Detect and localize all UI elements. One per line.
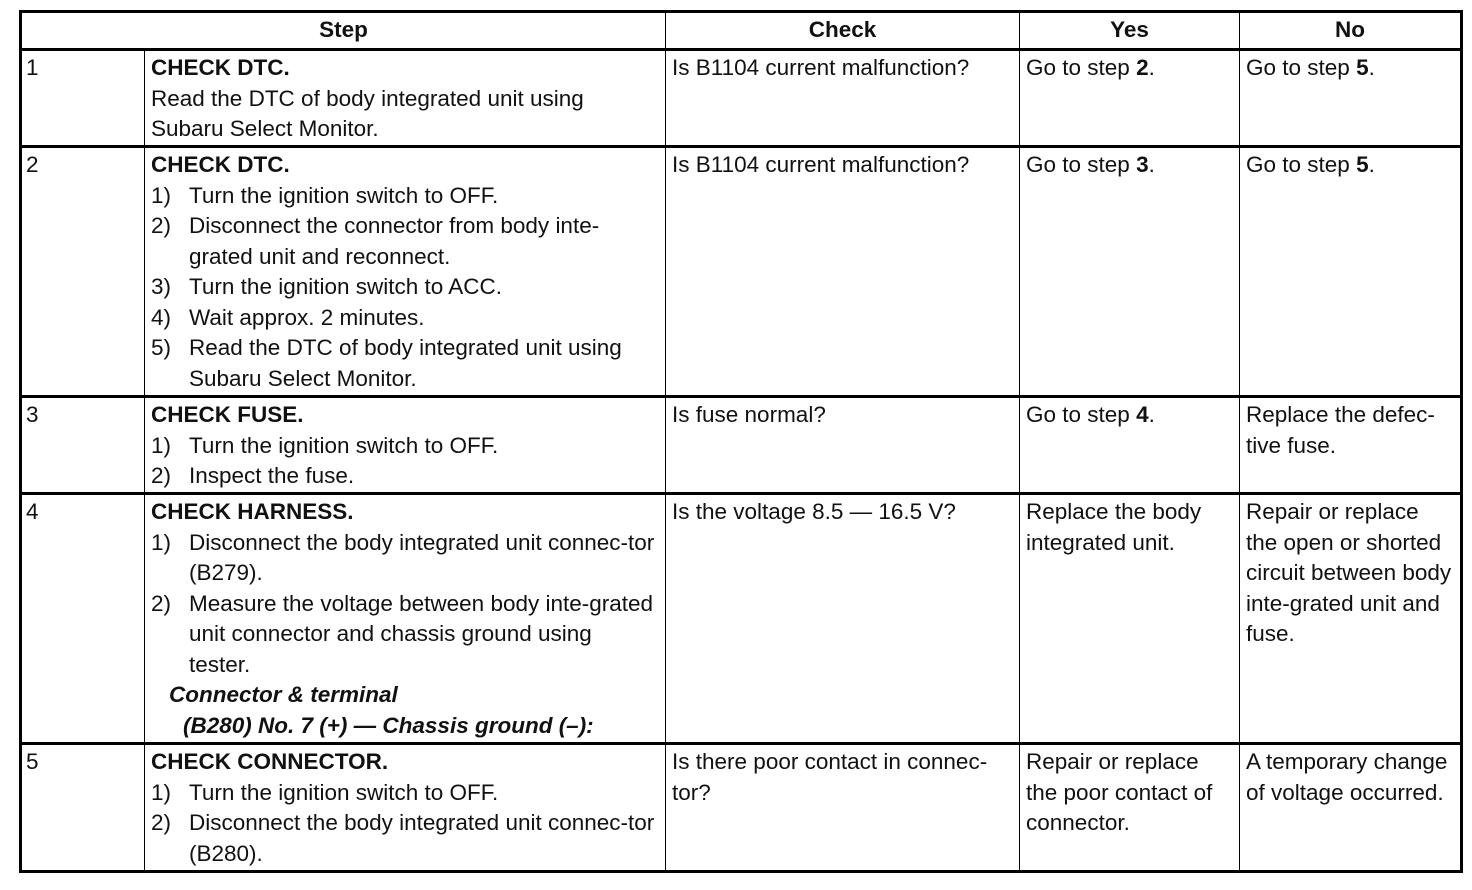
step-description: [145, 147, 666, 397]
no-punct: .: [1368, 55, 1375, 80]
no-text: Go to step: [1246, 152, 1357, 177]
header-step: Step: [21, 12, 666, 50]
yes-step-ref: 2: [1136, 55, 1149, 80]
check-cell: Is B1104 current malfunction?: [666, 147, 1020, 397]
substep: [151, 778, 659, 809]
substep-text: Disconnect the body integrated unit connec-tor (B279).: [189, 529, 655, 585]
header-yes: Yes: [1020, 12, 1240, 50]
substep-label: 1): [151, 779, 172, 805]
yes-text: Go to step: [1026, 152, 1137, 177]
substep: [151, 303, 659, 334]
substep-label: 1): [151, 432, 172, 458]
header-check: Check: [666, 12, 1020, 50]
step-description: [145, 744, 666, 872]
substep-label: 1): [151, 182, 172, 208]
yes-text: Go to step: [1026, 55, 1137, 80]
diagnostic-procedure-table: [19, 10, 1463, 873]
substep-text: Measure the voltage between body inte-grated unit connector and chassis ground using tester.: [189, 590, 654, 677]
substep-label: 1): [151, 529, 172, 555]
substep: [151, 808, 659, 869]
substep: [151, 589, 659, 681]
step-number: 1: [21, 50, 145, 147]
no-punct: .: [1368, 152, 1375, 177]
substep-label: 2): [151, 590, 172, 616]
no-step-ref: 5: [1356, 152, 1369, 177]
yes-cell: [1020, 397, 1240, 494]
step-description: [145, 50, 666, 147]
no-cell: [1240, 147, 1462, 397]
substep-text: Turn the ignition switch to OFF.: [189, 182, 499, 208]
step-title: CHECK DTC.: [151, 152, 290, 177]
substep-text: Disconnect the connector from body inte-grated unit and reconnect.: [189, 213, 600, 269]
step-title: CHECK HARNESS.: [151, 499, 354, 524]
substep-text: Turn the ignition switch to OFF.: [189, 779, 499, 805]
table-row: [21, 744, 1462, 872]
substep-label: 4): [151, 304, 172, 330]
check-cell: Is there poor contact in connec-tor?: [666, 744, 1020, 872]
step-number: 3: [21, 397, 145, 494]
step-title: CHECK DTC.: [151, 55, 290, 80]
no-text: Go to step: [1246, 55, 1357, 80]
substep-text: Read the DTC of body integrated unit using Subaru Select Monitor.: [189, 335, 622, 391]
yes-punct: .: [1148, 55, 1155, 80]
substep-label: 2): [151, 213, 172, 238]
substep-label: 3): [151, 274, 172, 299]
substep: [151, 461, 659, 492]
step-number: 5: [21, 744, 145, 872]
yes-punct: .: [1148, 402, 1155, 427]
connector-note-detail: (B280) No. 7 (+) — Chassis ground (–):: [183, 712, 594, 738]
substep: [151, 272, 659, 303]
step-line: Read the DTC of body integrated unit using Subaru Select Monitor.: [151, 85, 584, 141]
substep: [151, 431, 659, 462]
check-cell: Is fuse normal?: [666, 397, 1020, 494]
substep-text: Turn the ignition switch to OFF.: [189, 432, 499, 458]
step-description: [145, 397, 666, 494]
no-cell: [1240, 50, 1462, 147]
substep-text: Wait approx. 2 minutes.: [189, 304, 425, 330]
step-title: CHECK CONNECTOR.: [151, 749, 389, 774]
no-cell: Replace the defec-tive fuse.: [1240, 397, 1462, 494]
table-row: [21, 397, 1462, 494]
yes-punct: .: [1148, 152, 1155, 177]
step-number: 2: [21, 147, 145, 397]
substep: [151, 211, 659, 272]
no-cell: A temporary change of voltage occurred.: [1240, 744, 1462, 872]
substep: [151, 528, 659, 589]
yes-cell: Replace the body integrated unit.: [1020, 494, 1240, 744]
yes-cell: [1020, 50, 1240, 147]
yes-step-ref: 4: [1136, 402, 1149, 427]
substep-text: Inspect the fuse.: [189, 463, 355, 488]
header-no: No: [1240, 12, 1462, 50]
step-description: [145, 494, 666, 744]
substep-label: 5): [151, 335, 172, 360]
header-row: [21, 12, 1462, 50]
substep-text: Disconnect the body integrated unit connec-tor (B280).: [189, 810, 655, 866]
yes-cell: Repair or replace the poor contact of connector.: [1020, 744, 1240, 872]
no-step-ref: 5: [1356, 55, 1369, 80]
substep: [151, 333, 659, 394]
substep: [151, 181, 659, 212]
yes-cell: [1020, 147, 1240, 397]
table-row: [21, 147, 1462, 397]
substep-label: 2): [151, 810, 172, 835]
table-row: [21, 50, 1462, 147]
substep-label: 2): [151, 463, 172, 488]
yes-text: Go to step: [1026, 402, 1137, 427]
yes-step-ref: 3: [1136, 152, 1149, 177]
check-cell: Is the voltage 8.5 — 16.5 V?: [666, 494, 1020, 744]
check-cell: Is B1104 current malfunction?: [666, 50, 1020, 147]
step-number: 4: [21, 494, 145, 744]
table-row: [21, 494, 1462, 744]
substep-text: Turn the ignition switch to ACC.: [189, 274, 503, 299]
no-cell: Repair or replace the open or shorted circuit between body inte-grated unit and fuse.: [1240, 494, 1462, 744]
connector-note-title: Connector & terminal: [169, 682, 398, 707]
step-title: CHECK FUSE.: [151, 402, 304, 427]
